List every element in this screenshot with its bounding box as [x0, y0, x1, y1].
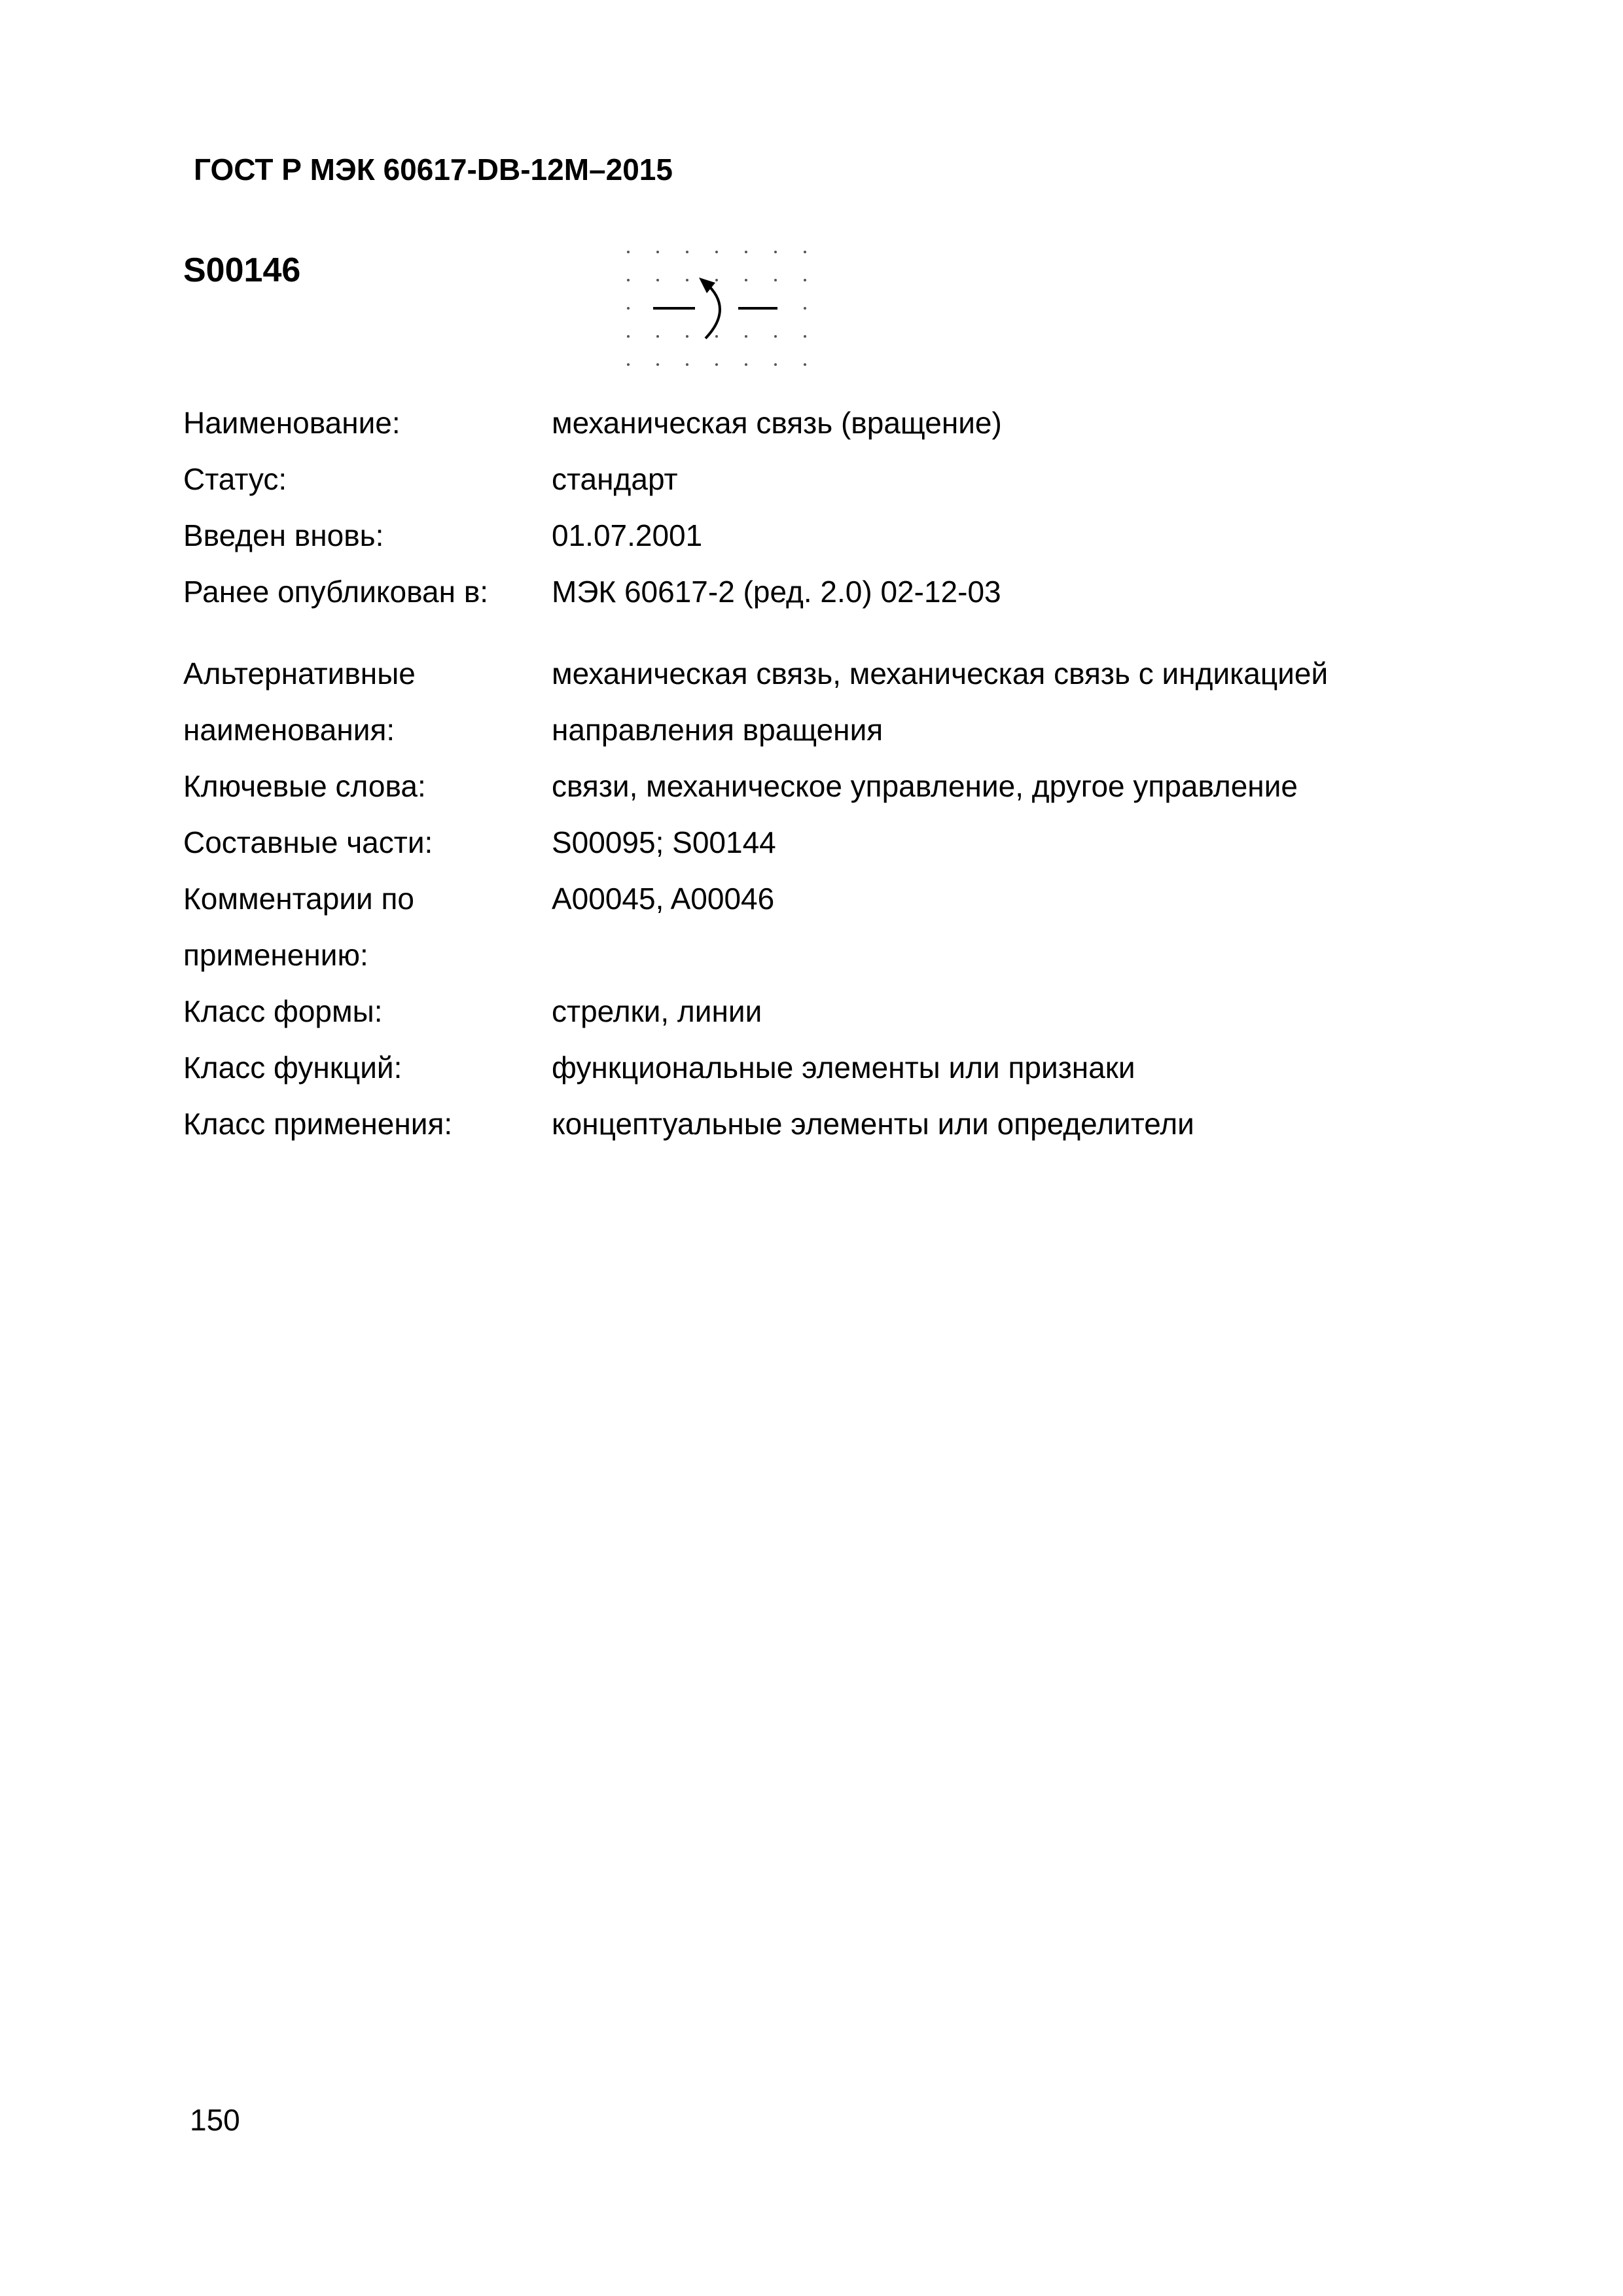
- symbol-id: S00146: [183, 251, 301, 289]
- page-number: 150: [190, 2103, 240, 2137]
- field-value: связи, механическое управление, другое управление: [552, 769, 1298, 803]
- field-value: стрелки, линии: [552, 994, 762, 1028]
- field-label: Комментарии по: [183, 882, 414, 916]
- field-value: механическая связь (вращение): [552, 406, 1002, 440]
- field-value: 01.07.2001: [552, 518, 703, 552]
- field-label: Введен вновь:: [183, 518, 384, 552]
- field-label: Класс функций:: [183, 1050, 402, 1085]
- field-value: концептуальные элементы или определители: [552, 1107, 1194, 1141]
- field-value: функциональные элементы или признаки: [552, 1050, 1135, 1085]
- field-value: направления вращения: [552, 713, 883, 747]
- field-label: Альтернативные: [183, 656, 416, 691]
- field-value: A00045, A00046: [552, 882, 775, 916]
- field-label: Класс применения:: [183, 1107, 453, 1141]
- field-value: S00095; S00144: [552, 825, 776, 859]
- field-label: Класс формы:: [183, 994, 383, 1028]
- field-value: механическая связь, механическая связь с индикацией: [552, 656, 1329, 691]
- field-label: Статус:: [183, 462, 287, 496]
- field-label: Наименование:: [183, 406, 401, 440]
- field-label: Составные части:: [183, 825, 433, 859]
- field-label: Ранее опубликован в:: [183, 575, 489, 609]
- field-label: наименования:: [183, 713, 395, 747]
- field-label: применению:: [183, 938, 368, 972]
- field-label: Ключевые слова:: [183, 769, 426, 803]
- field-value: стандарт: [552, 462, 678, 496]
- document-header: ГОСТ Р МЭК 60617-DB-12M–2015: [194, 152, 673, 187]
- field-value: МЭК 60617-2 (ред. 2.0) 02-12-03: [552, 575, 1001, 609]
- mechanical-link-rotation-symbol-icon: [622, 243, 818, 381]
